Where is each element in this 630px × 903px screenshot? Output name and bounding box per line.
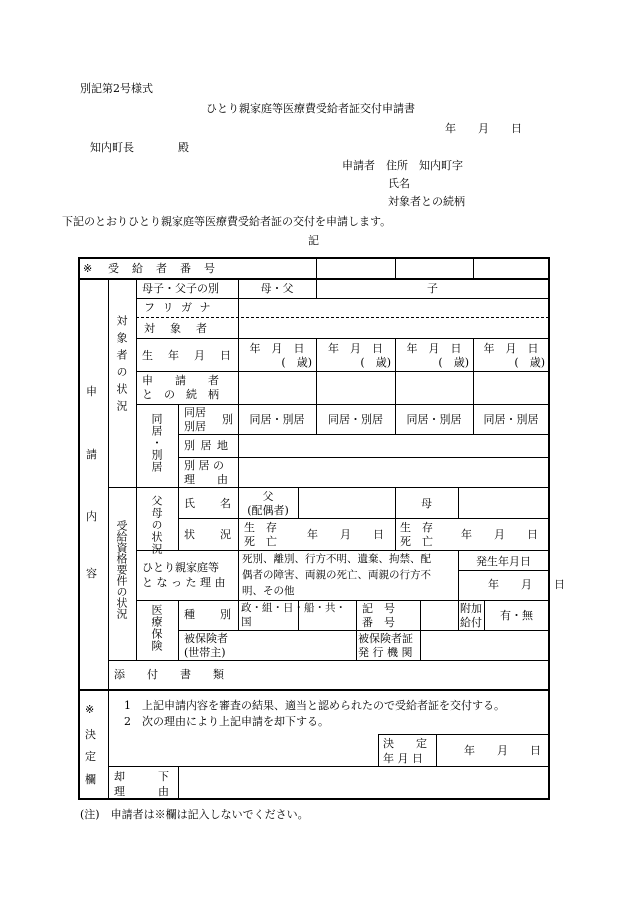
decision-section-2: 定 [85, 750, 96, 763]
birth-age-col2: ( 歳) [360, 356, 391, 369]
reason-text-2: 偶者の障害、両親の死亡、両親の行方不 [242, 569, 431, 581]
decision-date: 年 月 日 [464, 744, 541, 757]
issuer-label-2: 発 行 機 関 [358, 646, 413, 659]
reason-label-2: と な っ た 理 由 [142, 576, 226, 589]
attachments-label: 添 付 書 類 [114, 668, 224, 681]
eligibility-label: 受給資格要件の状況 [115, 520, 128, 619]
father-status-date: 年 月 日 [307, 528, 384, 541]
name-label: 氏 名 [184, 497, 232, 510]
applicant-relation-label: 対象者との続柄 [388, 195, 465, 208]
insured-label-2: (世帯主) [184, 646, 226, 659]
occurrence-date-label: 発生年月日 [476, 555, 531, 568]
supplement-label-1: 附加 [460, 602, 482, 615]
cohabit-value-col2[interactable]: 同居・別居 [328, 413, 383, 426]
symbol-label-1: 記 号 [362, 602, 395, 615]
father-deceased-label: 死 亡 [244, 535, 277, 548]
mother-father-value: 母・父 [260, 282, 294, 295]
father-label-2: (配偶者) [247, 504, 289, 517]
symbol-label-2: 番 号 [362, 616, 395, 629]
insured-label-1: 被保険者 [184, 632, 228, 645]
reject-label-1: 却 下 [114, 770, 169, 783]
insurance-type-label: 種 別 [184, 608, 232, 621]
medical-insurance-label: 医療保険 [150, 604, 163, 652]
cohabit-label-2: 別居 [184, 420, 206, 433]
birth-date-col3: 年 月 日 [406, 342, 462, 355]
cohabit-label-3: 別 [222, 413, 233, 426]
applicant-name-label: 氏名 [388, 177, 410, 190]
ki-label: 記 [308, 234, 319, 247]
decision-date-label-1: 決 定 [383, 737, 427, 750]
document-title: ひとり親家庭等医療費受給者証交付申請書 [206, 102, 415, 115]
relation-label-2: と の 続 柄 [142, 388, 219, 401]
section-apply-2: 請 [86, 448, 97, 461]
supplement-value[interactable]: 有・無 [500, 609, 533, 622]
birth-date-label: 生 年 月 日 [142, 349, 233, 362]
form-number: 別記第2号様式 [80, 82, 153, 95]
section-apply-4: 容 [86, 567, 97, 580]
target-status-label: 対象者の状況 [115, 315, 128, 417]
birth-date-col1: 年 月 日 [249, 342, 305, 355]
section-apply-3: 内 [86, 510, 97, 523]
addressee: 知内町長 殿 [90, 141, 189, 154]
child-value: 子 [427, 282, 438, 295]
separate-reason-label-2: 理 由 [184, 473, 228, 486]
cohabit-group-label: 同居・別居 [150, 413, 163, 473]
section-apply-1: 申 [86, 385, 97, 398]
parents-status-label: 父母の状況 [150, 495, 163, 555]
father-label-1: 父 [262, 490, 274, 503]
insurance-type-value-1: 政・組・日・船・共・ [241, 602, 346, 614]
birth-age-col4: ( 歳) [514, 356, 545, 369]
furigana-label: フ リ ガ ナ [144, 301, 213, 314]
relation-label-1: 申 請 者 [142, 374, 219, 387]
decision-section-3: 欄 [85, 773, 96, 786]
birth-age-col3: ( 歳) [438, 356, 469, 369]
birth-date-col4: 年 月 日 [483, 342, 539, 355]
mother-deceased-label: 死 亡 [400, 535, 433, 548]
cohabit-value-col1[interactable]: 同居・別居 [249, 413, 305, 426]
mother-father-label: 母子・父子の別 [142, 282, 219, 295]
condition-label: 状 況 [184, 528, 232, 541]
cohabit-value-col3[interactable]: 同居・別居 [406, 413, 462, 426]
target-person-label: 対 象 者 [144, 322, 209, 335]
decision-mark: ※ [85, 703, 95, 716]
application-statement: 下記のとおりひとり親家庭等医療費受給者証の交付を申請します。 [62, 215, 392, 228]
insurance-type-value-2: 国 [241, 616, 252, 628]
reason-label-1: ひとり親家庭等 [142, 561, 219, 574]
footnote: (注) 申請者は※欄は記入しないでください。 [80, 808, 309, 821]
reason-text-1: 死別、離別、行方不明、遺棄、拘禁、配 [242, 553, 431, 565]
issuer-label-1: 被保険者証 [358, 632, 413, 645]
decision-option-1: 1 上記申請内容を審査の結果、適当と認められたので受給者証を交付する。 [124, 699, 505, 712]
decision-option-2: 2 次の理由により上記申請を却下する。 [124, 715, 329, 728]
occurrence-date: 年 月 日 [488, 578, 565, 591]
father-alive-label: 生 存 [244, 521, 277, 534]
office-use-mark: ※ [83, 262, 93, 275]
reason-text-3: 明、その他 [242, 585, 295, 597]
reject-label-2: 理 由 [114, 785, 169, 798]
cohabit-label-1: 同居 [184, 406, 206, 419]
birth-date-col2: 年 月 日 [328, 342, 383, 355]
recipient-number-label: 受 給 者 番 号 [108, 262, 216, 275]
decision-section-1: 決 [85, 728, 96, 741]
decision-date-label-2: 年 月 日 [383, 752, 423, 765]
separate-reason-label-1: 別 居 の [184, 459, 224, 472]
birth-age-col1: ( 歳) [281, 356, 312, 369]
applicant-address-label: 申請者 住所 知内町字 [342, 159, 463, 172]
cohabit-value-col4[interactable]: 同居・別居 [483, 413, 539, 426]
application-date: 年 月 日 [445, 122, 522, 135]
mother-alive-label: 生 存 [400, 521, 433, 534]
mother-status-date: 年 月 日 [461, 528, 538, 541]
mother-label: 母 [421, 497, 432, 510]
supplement-label-2: 給付 [460, 616, 482, 629]
separate-address-label: 別 居 地 [184, 439, 229, 452]
